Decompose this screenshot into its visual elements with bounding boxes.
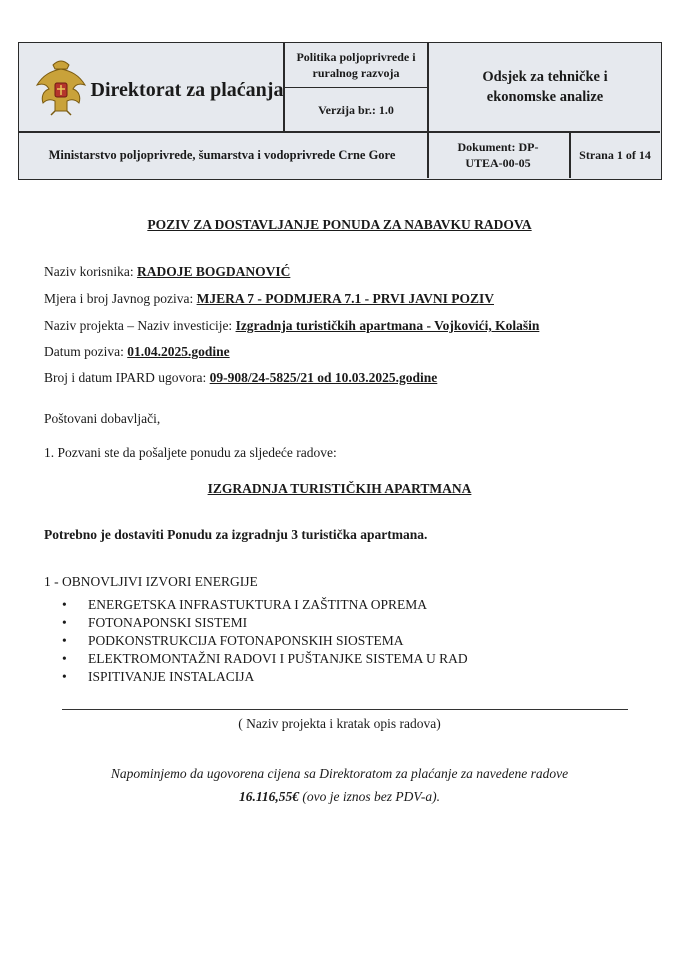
page-number: Strana 1 of 14: [579, 148, 651, 162]
field-measure: Mjera i broj Javnog poziva: MJERA 7 - PODMJERA 7.1 - PRVI JAVNI POZIV: [44, 291, 494, 306]
greeting: Poštovani dobavljači,: [44, 411, 161, 426]
document-header: [18, 42, 662, 180]
field-beneficiary: Naziv korisnika: RADOJE BOGDANOVIĆ: [44, 264, 291, 279]
department-label: Odsjek za tehničke i ekonomske analize: [482, 69, 608, 105]
montenegro-coat-of-arms-icon: [29, 55, 93, 119]
field-project: Naziv projekta – Naziv investicije: Izgradnja turističkih apartmana - Vojkovići, Kolašin: [44, 318, 540, 333]
signature-line: [62, 709, 628, 710]
field-contract: Broj i datum IPARD ugovora: 09-908/24-5825/21 od 10.03.2025.godine: [44, 370, 438, 385]
header-divider: [427, 43, 429, 178]
contract-amount: 16.116,55€: [239, 789, 300, 804]
field-date: Datum poziva: 01.04.2025.godine: [44, 344, 230, 359]
point-1: 1. Pozvani ste da pošaljete ponudu za sljedeće radove:: [44, 445, 337, 460]
price-note-amount-line: 16.116,55€ (ovo je iznos bez PDV-a).: [239, 789, 440, 804]
price-note: Napominjemo da ugovorena cijena sa Direktoratom za plaćanje za navedene radove: [110, 766, 569, 781]
list-item: • ISPITIVANJE INSTALACIJA: [62, 668, 468, 686]
ministry-label: Ministarstvo poljoprivrede, šumarstva i vodoprivrede Crne Gore: [48, 148, 396, 162]
section-title: 1 - OBNOVLJIVI IZVORI ENERGIJE: [44, 574, 258, 589]
works-list: [62, 596, 468, 686]
project-caption: ( Naziv projekta i kratak opis radova): [238, 716, 441, 731]
header-divider: [569, 131, 571, 178]
works-title: IZGRADNJA TURISTIČKIH APARTMANA: [207, 481, 472, 496]
version-label: Verzija br.: 1.0: [318, 103, 394, 117]
list-item: • PODKONSTRUKCIJA FOTONAPONSKIH SIOSTEMA: [62, 632, 468, 650]
list-item: • ELEKTROMONTAŽNI RADOVI I PUŠTANJKE SISTEMA U RAD: [62, 650, 468, 668]
org-title: Direktorat za plaćanja: [90, 79, 284, 101]
document-code: Dokument: DP-UTEA-00-05: [457, 140, 539, 170]
list-item: • ENERGETSKA INFRASTUKTURA I ZAŠTITNA OPREMA: [62, 596, 468, 614]
requirement-text: Potrebno je dostaviti Ponudu za izgradnju 3 turistička apartmana.: [44, 527, 428, 542]
header-divider: [19, 131, 660, 133]
policy-label: Politika poljoprivrede i ruralnog razvoja: [296, 50, 416, 80]
list-item: • FOTONAPONSKI SISTEMI: [62, 614, 468, 632]
header-divider: [283, 87, 427, 88]
document-title: POZIV ZA DOSTAVLJANJE PONUDA ZA NABAVKU RADOVA: [147, 217, 532, 232]
